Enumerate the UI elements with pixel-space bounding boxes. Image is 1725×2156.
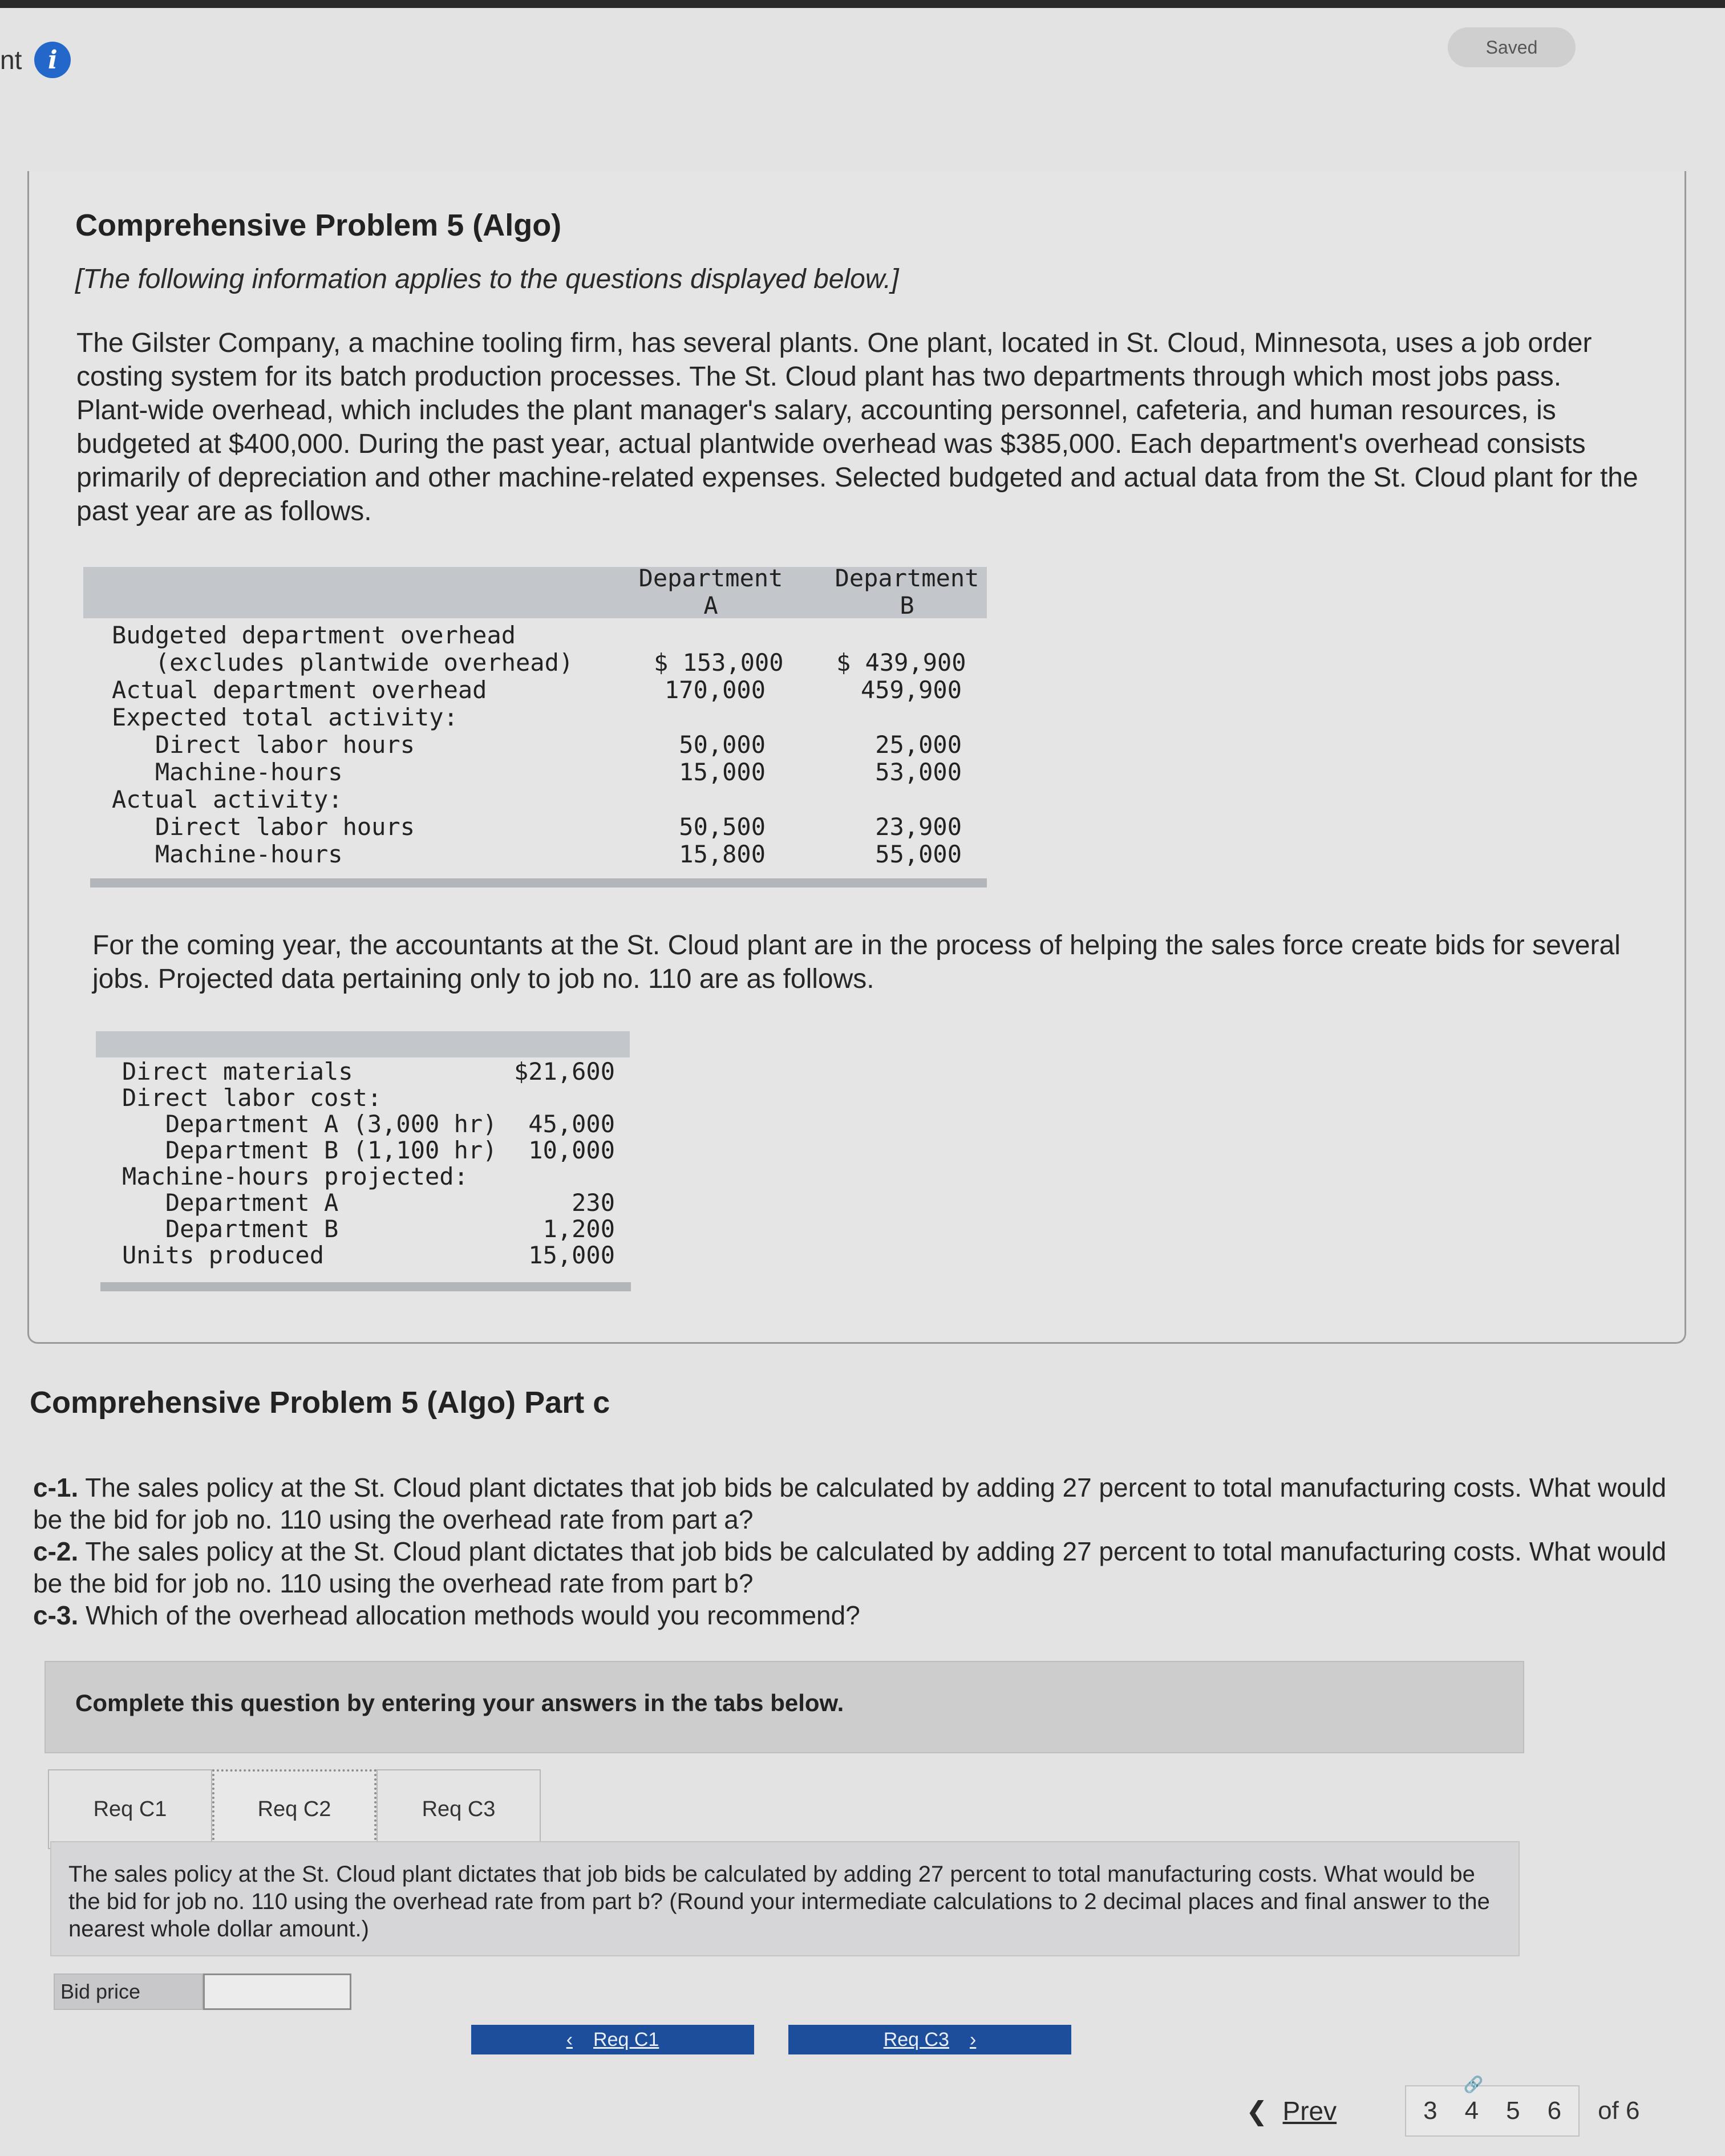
table-header-band	[96, 1031, 630, 1057]
problem-subtitle: [The following information applies to the questions displayed below.]	[75, 264, 899, 294]
chevron-right-icon: ›	[969, 2028, 977, 2050]
table-cell-b: 53,000	[875, 758, 962, 786]
page-4[interactable]	[1463, 2076, 1484, 2125]
table-cell-b: 55,000	[875, 840, 962, 868]
page-3[interactable]: 3	[1423, 2097, 1438, 2125]
problem-intro: The Gilster Company, a machine tooling firm, has several plants. One plant, located in St. Cloud, Minnesota, uses a job order costing system for its batch production processes. The St. Cloud plant has two departments through which most jobs pass. Plant-wide overhead, which includes the plant manager's salary, accounting personnel, cafeteria, and human resources, is budgeted at $400,000. During the past year, actual plantwide overhead was $385,000. Each department's overhead consists primarily of depreciation and other machine-related expenses. Selected budgeted and actual data from the St. Cloud plant for the past year are as follows.	[76, 328, 1638, 526]
chevron-left-icon: ❮	[1246, 2096, 1268, 2126]
table-row-label: Actual activity:	[112, 785, 343, 813]
col-head-dept-b	[816, 565, 998, 619]
header-left	[0, 40, 71, 80]
info-icon[interactable]: i	[34, 42, 71, 78]
table-cell-a: 170,000	[664, 676, 766, 704]
bid-price-label: Bid price	[54, 1973, 203, 2010]
part-questions	[33, 1472, 1687, 1631]
page-numbers	[1405, 2076, 1580, 2137]
table-row-label: Direct labor hours	[112, 813, 415, 841]
table-cell-a: 50,000	[679, 731, 766, 759]
table-cell-b: $ 439,900	[836, 649, 966, 676]
page-5[interactable]: 5	[1506, 2097, 1520, 2125]
header-fragment: nt	[0, 45, 22, 75]
prev-question-link[interactable]	[1246, 2096, 1337, 2126]
prev-question-label: Prev	[1282, 2096, 1337, 2126]
table-row-label: Machine-hours	[112, 840, 343, 868]
question-text: The sales policy at the St. Cloud plant dictates that job bids be calculated by adding 27 percent to total manufacturing costs. What would be the bid for job no. 110 using the overhead rate from part a?	[33, 1473, 1667, 1534]
table-cell-value: 10,000	[528, 1136, 615, 1164]
problem-title: Comprehensive Problem 5 (Algo)	[75, 208, 562, 242]
page-4-label: 4	[1464, 2097, 1479, 2125]
table-cell-b: 25,000	[875, 731, 962, 759]
bid-price-input[interactable]	[203, 1973, 351, 2010]
prev-req-label: Req C1	[593, 2028, 659, 2050]
tab-req-c2[interactable]: Req C2	[212, 1769, 376, 1849]
prev-req-button[interactable]	[471, 2025, 754, 2054]
table-cell-b: 23,900	[875, 813, 962, 841]
table-row-label: Department A	[122, 1189, 339, 1217]
saved-badge: Saved	[1448, 27, 1576, 67]
table-row-label: (excludes plantwide overhead)	[112, 649, 574, 676]
table-row-label: Expected total activity:	[112, 703, 458, 731]
part-title: Comprehensive Problem 5 (Algo) Part c	[30, 1385, 610, 1420]
next-req-label: Req C3	[883, 2028, 949, 2050]
table-cell-value: 1,200	[542, 1215, 615, 1243]
instruction-text: Complete this question by entering your answers in the tabs below.	[75, 1689, 844, 1716]
question-tag: c-2.	[33, 1537, 79, 1566]
top-bar	[0, 0, 1725, 8]
table-row-label: Machine-hours	[112, 758, 343, 786]
table-cell-a: $ 153,000	[654, 649, 784, 676]
table-row-label: Machine-hours projected:	[122, 1162, 468, 1190]
table-row-label: Budgeted department overhead	[112, 621, 516, 649]
table-row-label: Units produced	[122, 1241, 325, 1269]
table-cell-b: 459,900	[860, 676, 962, 704]
col-head-dept-b-line1: Department	[835, 564, 979, 592]
table-row-label: Direct labor cost:	[122, 1084, 382, 1112]
table-cell-a: 50,500	[679, 813, 766, 841]
tab-req-c3[interactable]: Req C3	[376, 1769, 541, 1849]
table-row-label: Actual department overhead	[112, 676, 487, 704]
table-row-label: Direct materials	[122, 1057, 353, 1085]
table-bottom-rule	[100, 1282, 631, 1291]
table-bottom-rule	[90, 878, 987, 887]
table-cell-value: 230	[572, 1189, 615, 1217]
link-icon: 🔗	[1463, 2076, 1484, 2093]
chevron-left-icon: ‹	[566, 2028, 573, 2050]
bid-price-row	[54, 1973, 351, 2010]
table-row-label: Department A (3,000 hr)	[122, 1110, 497, 1138]
col-head-dept-a-line1: Department	[638, 564, 783, 592]
page-6[interactable]: 6	[1547, 2097, 1562, 2125]
table-cell-a: 15,800	[679, 840, 766, 868]
page-count: of 6	[1598, 2097, 1640, 2125]
instruction-box	[44, 1661, 1524, 1753]
table-row-label: Department B (1,100 hr)	[122, 1136, 497, 1164]
question-c3	[33, 1599, 1687, 1631]
next-req-button[interactable]	[788, 2025, 1071, 2054]
department-data-table	[83, 565, 987, 889]
question-text: Which of the overhead allocation methods would you recommend?	[78, 1600, 860, 1630]
tab-req-c1[interactable]: Req C1	[48, 1769, 212, 1849]
col-head-dept-a	[619, 565, 802, 619]
req-tabs	[48, 1769, 541, 1849]
question-pager	[1246, 2076, 1640, 2137]
col-head-dept-a-line2: A	[703, 591, 718, 619]
question-c1	[33, 1472, 1687, 1535]
table-row-label: Direct labor hours	[112, 731, 415, 759]
question-c2	[33, 1535, 1687, 1599]
question-text: The sales policy at the St. Cloud plant dictates that job bids be calculated by adding 27 percent to total manufacturing costs. What would be the bid for job no. 110 using the overhead rate from part b?	[33, 1537, 1667, 1598]
job-intro-text: For the coming year, the accountants at the St. Cloud plant are in the process of helping the sales force create bids for several jobs. Projected data pertaining only to job no. 110 are as follows.	[92, 930, 1621, 994]
job-110-table	[96, 1031, 633, 1294]
tab-question-text: The sales policy at the St. Cloud plant dictates that job bids be calculated by adding 27 percent to total manufacturing costs. What would be the bid for job no. 110 using the overhead rate from part b? (Round your intermediate calculations to 2 decimal places and final answer to the nearest whole dollar amount.)	[68, 1862, 1490, 1942]
table-cell-value: $21,600	[513, 1057, 615, 1085]
question-tag: c-1.	[33, 1473, 79, 1502]
tab-content-panel	[50, 1841, 1520, 1956]
table-row-label: Department B	[122, 1215, 339, 1243]
table-cell-value: 15,000	[528, 1241, 615, 1269]
table-cell-value: 45,000	[528, 1110, 615, 1138]
table-cell-a: 15,000	[679, 758, 766, 786]
col-head-dept-b-line2: B	[900, 591, 914, 619]
question-tag: c-3.	[33, 1600, 79, 1630]
